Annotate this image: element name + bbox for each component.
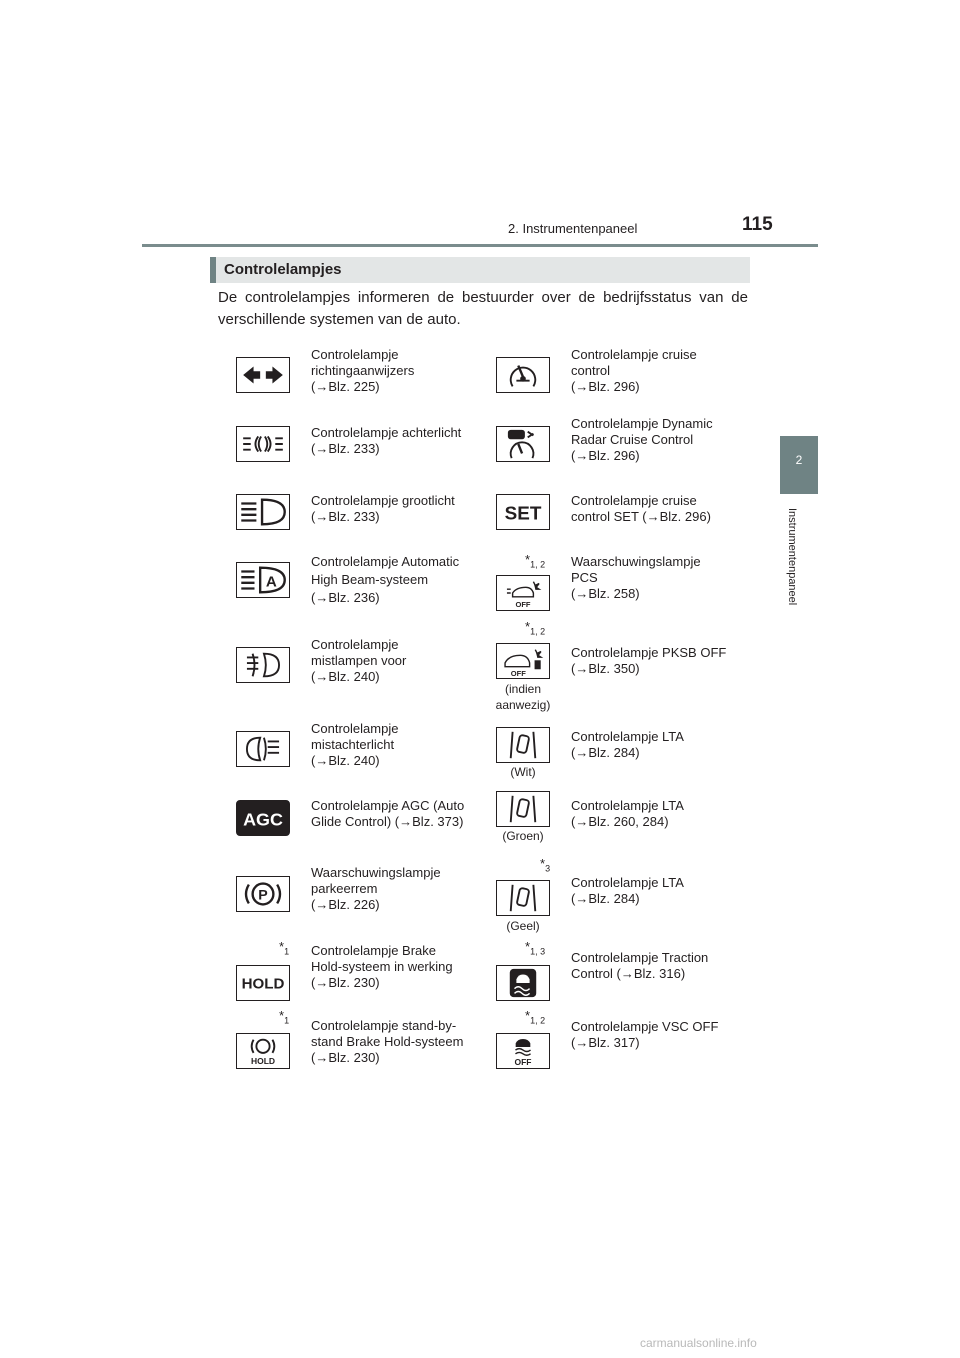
right-item-3-line-1: PCS [571,570,598,585]
left-item-2-line-1: (→Blz. 233) [311,509,380,524]
vsc-off-icon-text: OFF [514,1057,532,1068]
left-item-2-text [311,493,481,525]
left-item-5-line-2: (→Blz. 240) [311,753,380,768]
right-item-6-line-1: (→Blz. 260, 284) [571,814,669,829]
right-item-7-footnote [540,856,550,874]
right-item-4-sup: 1, 2 [530,626,546,637]
left-item-5-text [311,721,481,769]
pksb-off-icon-text: OFF [510,669,526,678]
left-item-8-line-1: Hold-systeem in werking [311,959,453,974]
right-item-4-note-0: (indien [504,682,542,696]
right-item-0-line-2: (→Blz. 296) [571,379,640,394]
right-item-8-star: * [525,939,531,954]
right-item-3-text [571,554,741,602]
left-item-7-line-0: Waarschuwingslampje [311,865,441,880]
right-item-4-line-0: Controlelampje PKSB OFF [571,645,727,660]
lta-green-icon [496,791,550,827]
rear-fog-icon [236,731,290,767]
right-item-4-star: * [525,619,531,634]
cruise-set-icon [496,494,550,530]
agc-icon [236,800,290,836]
right-item-8-line-1: Control (→Blz. 316) [571,966,686,981]
left-item-9-line-2: (→Blz. 230) [311,1050,380,1065]
left-item-3-line-0: Controlelampje Automatic [311,554,460,569]
right-item-0-text [571,347,741,395]
right-item-4-footnote [525,619,545,637]
hold-icon-text: HOLD [241,975,285,993]
right-item-9-text [571,1019,741,1051]
right-item-3-star: * [525,552,531,567]
left-item-9-line-0: Controlelampje stand-by- [311,1018,457,1033]
right-item-8-text [571,950,741,982]
running-header-section: 2. Instrumentenpaneel [508,221,638,236]
left-item-4-text [311,637,481,685]
left-item-5-line-0: Controlelampje [311,721,399,736]
left-item-7-line-1: parkeerrem [311,881,378,896]
svg-text:A: A [265,573,277,591]
left-item-1-line-1: (→Blz. 233) [311,441,380,456]
right-item-7-note-0: (Geel) [506,919,540,933]
left-item-3-line-1: High Beam-systeem [311,572,429,587]
right-item-6-note [483,828,563,844]
right-item-7-sup: 3 [545,863,551,874]
right-item-5-text [571,729,741,761]
left-item-1-line-0: Controlelampje achterlicht [311,425,462,440]
right-item-1-line-2: (→Blz. 296) [571,448,640,463]
right-item-1-text [571,416,741,464]
left-item-6-line-1: Glide Control) (→Blz. 373) [311,814,464,829]
right-item-1-line-0: Controlelampje Dynamic [571,416,713,431]
watermark: carmanualsonline.info [640,1336,757,1350]
right-item-9-footnote [525,1008,545,1026]
left-item-5-line-1: mistachterlicht [311,737,395,752]
hold-standby-icon [236,1033,290,1069]
left-item-6-text [311,798,491,830]
header-rule [142,244,818,247]
turn-signal-icon [236,357,290,393]
high-beam-icon [236,494,290,530]
left-item-8-star: * [279,939,285,954]
left-item-9-text [311,1018,481,1066]
pksb-off-icon [496,643,550,679]
right-item-4-line-1: (→Blz. 350) [571,661,640,676]
lta-white-icon [496,727,550,763]
left-item-0-text [311,347,481,395]
right-item-5-line-0: Controlelampje LTA [571,729,684,744]
left-item-1-text [311,425,481,457]
right-item-5-note [483,764,563,780]
traction-control-icon [496,965,550,1001]
left-item-7-line-2: (→Blz. 226) [311,897,380,912]
svg-text:P: P [258,887,268,904]
vsc-off-icon [496,1033,550,1069]
right-item-5-line-1: (→Blz. 284) [571,745,640,760]
right-item-4-note [483,681,563,713]
right-item-7-line-1: (→Blz. 284) [571,891,640,906]
left-item-0-line-0: Controlelampje [311,347,399,362]
right-item-0-line-0: Controlelampje cruise [571,347,697,362]
left-item-9-line-1: stand Brake Hold-systeem [311,1034,464,1049]
left-item-4-line-1: mistlampen voor [311,653,407,668]
left-item-8-line-2: (→Blz. 230) [311,975,380,990]
left-item-8-footnote [279,939,289,957]
left-item-8-sup: 1 [284,946,290,957]
right-item-5-note-0: (Wit) [510,765,536,779]
right-item-8-sup: 1, 3 [530,946,546,957]
radar-cruise-icon [496,426,550,462]
left-item-9-footnote [279,1008,289,1026]
tail-light-icon [236,426,290,462]
left-item-7-text [311,865,481,913]
pcs-off-icon [496,575,550,611]
right-item-1-line-1: Radar Cruise Control [571,432,694,447]
right-item-3-sup: 1, 2 [530,559,546,570]
right-item-6-text [571,798,741,830]
right-item-9-sup: 1, 2 [530,1015,546,1026]
section-title: Controlelampjes [224,261,342,278]
right-item-8-footnote [525,939,545,957]
left-item-4-line-0: Controlelampje [311,637,399,652]
section-heading-accent [210,257,216,283]
cruise-set-icon-text: SET [504,503,542,525]
right-item-2-line-1: control SET (→Blz. 296) [571,509,711,524]
left-item-0-line-2: (→Blz. 225) [311,379,380,394]
right-item-2-line-0: Controlelampje cruise [571,493,697,508]
left-item-0-line-1: richtingaanwijzers [311,363,415,378]
right-item-4-note-1: aanwezig) [495,698,551,712]
parking-brake-icon [236,876,290,912]
right-item-3-line-2: (→Blz. 258) [571,586,640,601]
lta-yellow-icon [496,880,550,916]
left-item-9-sup: 1 [284,1015,290,1026]
left-item-3-text [311,553,481,607]
right-item-7-star: * [540,856,546,871]
left-item-2-line-0: Controlelampje grootlicht [311,493,455,508]
left-item-9-star: * [279,1008,285,1023]
chapter-label [786,508,802,618]
right-item-9-line-0: Controlelampje VSC OFF [571,1019,719,1034]
right-item-9-line-1: (→Blz. 317) [571,1035,640,1050]
left-item-3-line-2: (→Blz. 236) [311,590,380,605]
left-item-8-text [311,943,481,991]
hold-icon [236,965,290,1001]
right-item-6-line-0: Controlelampje LTA [571,798,684,813]
right-item-7-note [483,918,563,934]
front-fog-icon [236,647,290,683]
cruise-control-icon [496,357,550,393]
chapter-label-text: Instrumentenpaneel [786,508,798,606]
right-item-2-text [571,493,741,525]
hold-standby-icon-text: HOLD [250,1056,276,1067]
section-intro: De controlelampjes informeren de bestuurder over de bedrijfsstatus van de verschillende systemen van de auto. [218,289,748,328]
right-item-7-line-0: Controlelampje LTA [571,875,684,890]
right-item-9-star: * [525,1008,531,1023]
pcs-off-icon-text: OFF [515,600,531,610]
right-item-3-footnote [525,552,545,570]
right-item-3-line-0: Waarschuwingslampje [571,554,701,569]
auto-high-beam-icon [236,562,290,598]
right-item-7-text [571,875,741,907]
left-item-6-line-0: Controlelampje AGC (Auto [311,798,465,813]
chapter-tab: 2 [780,436,818,494]
right-item-0-line-1: control [571,363,611,378]
right-item-8-line-0: Controlelampje Traction [571,950,709,965]
agc-icon-text: AGC [243,809,283,830]
left-item-8-line-0: Controlelampje Brake [311,943,437,958]
left-item-4-line-2: (→Blz. 240) [311,669,380,684]
right-item-4-text [571,645,741,677]
right-item-6-note-0: (Groen) [502,829,544,843]
page-number: 115 [742,214,773,235]
